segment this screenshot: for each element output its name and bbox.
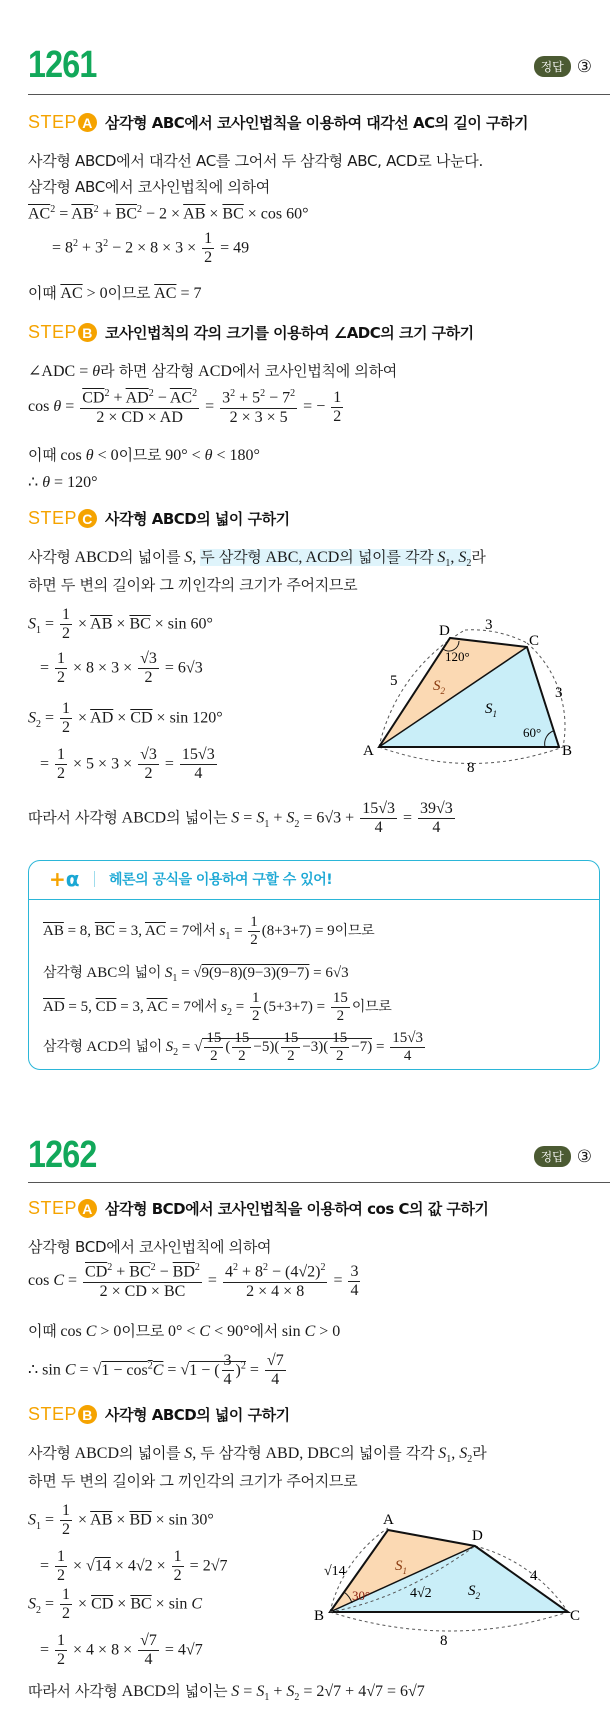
svg-text:√14: √14 bbox=[324, 1564, 346, 1579]
step-tag: STEP A bbox=[28, 112, 97, 133]
plus-alpha-title: 헤론의 공식을 이용하여 구할 수 있어! bbox=[109, 872, 333, 888]
equation: ∴ $\sin C = √1 - \cos^2C = √1$ − ( $\frac{3}{4}$ )$^2$ = $\frac{√7}{4}$ bbox=[28, 1352, 284, 1389]
equation: 이때 cos θ < 0이므로 90° < θ < 180° bbox=[28, 446, 260, 464]
text-line: 삼각형 BCD에서 코사인법칙에 의하여 bbox=[28, 1238, 272, 1256]
equation: $S_2$ = $\frac{1}{2}$ × $\overline{AD} \times \overline{CD} \times \sin 120^\circ$ bbox=[28, 700, 223, 737]
step-tag: STEP C bbox=[28, 508, 97, 529]
equation: 삼각형 ACD의 넓이 $S_2$ = √ $\frac{15}{2}$ ( $\frac{15}{2}$ −5)( $\frac{15}{2}$ −3)( $\frac{15}{2}$ −7) = $\frac{15√3}{4}$ bbox=[43, 1030, 423, 1065]
svg-text:D: D bbox=[472, 1528, 483, 1544]
equation: 따라서 사각형 ABCD의 넓이는 $S = S_1 + S_2 = 2√7 + 4√7 = 6√7$ bbox=[28, 1682, 425, 1704]
equation: 삼각형 ABC의 넓이 $S_1 = √9(9-8)(9-3)(9-7) = 6√3$ bbox=[43, 965, 349, 984]
answer bbox=[534, 56, 592, 77]
answer-value: ③ bbox=[576, 1146, 592, 1167]
step-a-heading bbox=[28, 1198, 488, 1219]
divider bbox=[28, 94, 610, 95]
text-line: 하면 두 변의 길이와 그 끼인각의 크기가 주어지므로 bbox=[28, 576, 358, 594]
step-tag: STEP B bbox=[28, 1404, 97, 1425]
svg-text:8: 8 bbox=[440, 1633, 448, 1649]
step-title: 삼각형 BCD에서 코사인법칙을 이용하여 cos C의 값 구하기 bbox=[105, 1200, 489, 1218]
text-line: 사각형 ABCD에서 대각선 AC를 그어서 두 삼각형 ABC, ACD로 나눈다. bbox=[28, 152, 483, 170]
answer-badge: 정답 bbox=[534, 1146, 571, 1167]
answer-value: ③ bbox=[576, 56, 592, 77]
svg-text:S2: $S_2$ bbox=[433, 678, 445, 696]
svg-text:3: 3 bbox=[485, 617, 493, 633]
plus-alpha-header bbox=[49, 867, 332, 891]
text-line: 하면 두 변의 길이와 그 끼인각의 크기가 주어지므로 bbox=[28, 1472, 358, 1490]
equation: = $8^2 + 3^2 - 2 \times 8 \times 3$ × $\frac{1}{2}$ = 49 bbox=[52, 230, 250, 267]
equation: $\overline{AB} = 8$, $\overline{BC} = 3$, $\overline{AC} = 7$에서 $s_1$ = $\frac{1}{2}$ (8+3+7) = 9이므로 bbox=[43, 914, 375, 949]
step-tag: STEP B bbox=[28, 322, 97, 343]
svg-text:3: 3 bbox=[555, 685, 563, 701]
text-line: 삼각형 ABC에서 코사인법칙에 의하여 bbox=[28, 178, 270, 196]
equation: 따라서 사각형 ABCD의 넓이는 $S = S_1 + S_2 = 6√3$ + $\frac{15√3}{4}$ = $\frac{39√3}{4}$ bbox=[28, 800, 453, 837]
equation: = $\frac{1}{2}$ × 4 × 8 × $\frac{√7}{4}$ = 4√7 bbox=[40, 1632, 203, 1669]
vertex-label-c: C bbox=[529, 633, 540, 649]
svg-text:4√2: 4√2 bbox=[410, 1586, 432, 1601]
vertex-label-b: B bbox=[562, 743, 573, 759]
text-line: ∠ADC = θ라 하면 삼각형 ACD에서 코사인법칙에 의하여 bbox=[28, 362, 397, 380]
svg-text:60°: 60° bbox=[523, 725, 542, 740]
step-c-heading bbox=[28, 508, 290, 529]
svg-text:S1: $S_1$ bbox=[485, 701, 497, 719]
svg-text:C: C bbox=[570, 1608, 581, 1624]
equation: $S_1$ = $\frac{1}{2}$ × $\overline{AB} \times \overline{BD} \times \sin 30^\circ$ bbox=[28, 1502, 214, 1539]
quadrilateral-diagram-1261 bbox=[355, 605, 605, 775]
svg-text:5: 5 bbox=[390, 673, 398, 689]
svg-text:120°: 120° bbox=[445, 649, 470, 664]
svg-text:S2: $S_2$ bbox=[468, 1583, 480, 1601]
equation: $\overline{AC}^2 = \overline{AB}^2 + \overline{BC}^2 - 2 \times \overline{AB} \times \overline{BC} \times \cos 60^\circ$ bbox=[28, 204, 309, 223]
problem-header-1262 bbox=[28, 1134, 610, 1194]
vertex-label-d: D bbox=[439, 623, 450, 639]
plus-alpha-box bbox=[28, 860, 600, 1070]
plus-alpha-body bbox=[29, 899, 599, 1070]
step-title: 삼각형 ABC에서 코사인법칙을 이용하여 대각선 AC의 길이 구하기 bbox=[105, 114, 529, 132]
equation: = $\frac{1}{2}$ × √14 × 4√2 × $\frac{1}{2}$ = 2√7 bbox=[40, 1548, 228, 1585]
equation: $S_2$ = $\frac{1}{2}$ × $\overline{CD} \times \overline{BC} \times \sin C$ bbox=[28, 1586, 203, 1623]
quadrilateral-diagram-1262 bbox=[300, 1470, 610, 1655]
svg-text:S1: $S_1$ bbox=[395, 1558, 407, 1576]
step-title: 사각형 ABCD의 넓이 구하기 bbox=[105, 1406, 290, 1424]
text-line: 사각형 ABCD의 넓이를 S, 두 삼각형 ABD, DBC의 넓이를 각각 $S_1$, $S_2$라 bbox=[28, 1444, 487, 1466]
step-a-heading bbox=[28, 112, 528, 133]
equation: cos C = $\frac{\overline{CD}^2 + \overline{BC}^2 - \overline{BD}^2}{2 \times \overline{CD} \times \overline{BC}}$ = $\frac{4^2 + 8^2 - (4√2)^2}{2 \times 4 \times 8}$ = $\frac{3}{4}$ bbox=[28, 1262, 359, 1300]
equation: $\overline{AD} = 5$, $\overline{CD} = 3$, $\overline{AC} = 7$에서 $s_2$ = $\frac{1}{2}$ (5+3+7) = $\frac{15}{2}$ 이므로 bbox=[43, 990, 392, 1025]
step-title: 코사인법칙의 각의 크기를 이용하여 ∠ADC의 크기 구하기 bbox=[105, 324, 474, 342]
equation: 이때 $\overline{AC} > 0$이므로 $\overline{AC} = 7$ bbox=[28, 284, 202, 302]
step-b-heading bbox=[28, 1404, 290, 1425]
answer bbox=[534, 1146, 592, 1167]
equation: ∴ θ = 120° bbox=[28, 474, 98, 491]
text-line: 사각형 ABCD의 넓이를 S, 두 삼각형 ABC, ACD의 넓이를 각각 $S_1$, $S_2$라 bbox=[28, 548, 486, 570]
vertex-label-a: A bbox=[363, 743, 374, 759]
divider bbox=[28, 1182, 610, 1183]
answer-badge: 정답 bbox=[534, 56, 571, 77]
problem-header-1261 bbox=[28, 44, 610, 104]
step-title: 사각형 ABCD의 넓이 구하기 bbox=[105, 510, 290, 528]
equation: = $\frac{1}{2}$ × 8 × 3 × $\frac{√3}{2}$ = 6√3 bbox=[40, 650, 203, 687]
svg-text:4: 4 bbox=[530, 1568, 538, 1584]
problem-number: 1262 bbox=[28, 1134, 97, 1176]
svg-text:30°: 30° bbox=[352, 1588, 371, 1603]
step-tag: STEP A bbox=[28, 1198, 97, 1219]
step-b-heading bbox=[28, 322, 474, 343]
equation: 이때 cos C > 0이므로 0° < C < 90°에서 sin C > 0 bbox=[28, 1322, 341, 1340]
equation: = $\frac{1}{2}$ × 5 × 3 × $\frac{√3}{2}$ = $\frac{15√3}{4}$ bbox=[40, 746, 215, 783]
separator bbox=[94, 871, 96, 887]
svg-text:B: B bbox=[314, 1608, 325, 1624]
svg-text:A: A bbox=[383, 1512, 394, 1528]
equation: cos θ = $\frac{\overline{CD}^2 + \overline{AD}^2 - \overline{AC}^2}{2 \times \overline{CD} \times \overline{AD}}$ = $\frac{3^2 + 5^2 - 7^2}{2 \times 3 \times 5}$ = − $\frac{1}{2}$ bbox=[28, 388, 342, 426]
problem-number: 1261 bbox=[28, 44, 97, 86]
equation: $S_1$ = $\frac{1}{2}$ × $\overline{AB} \times \overline{BC} \times \sin 60^\circ$ bbox=[28, 606, 213, 643]
plus-alpha-icon: +α bbox=[49, 867, 80, 891]
svg-text:8: 8 bbox=[467, 760, 475, 775]
